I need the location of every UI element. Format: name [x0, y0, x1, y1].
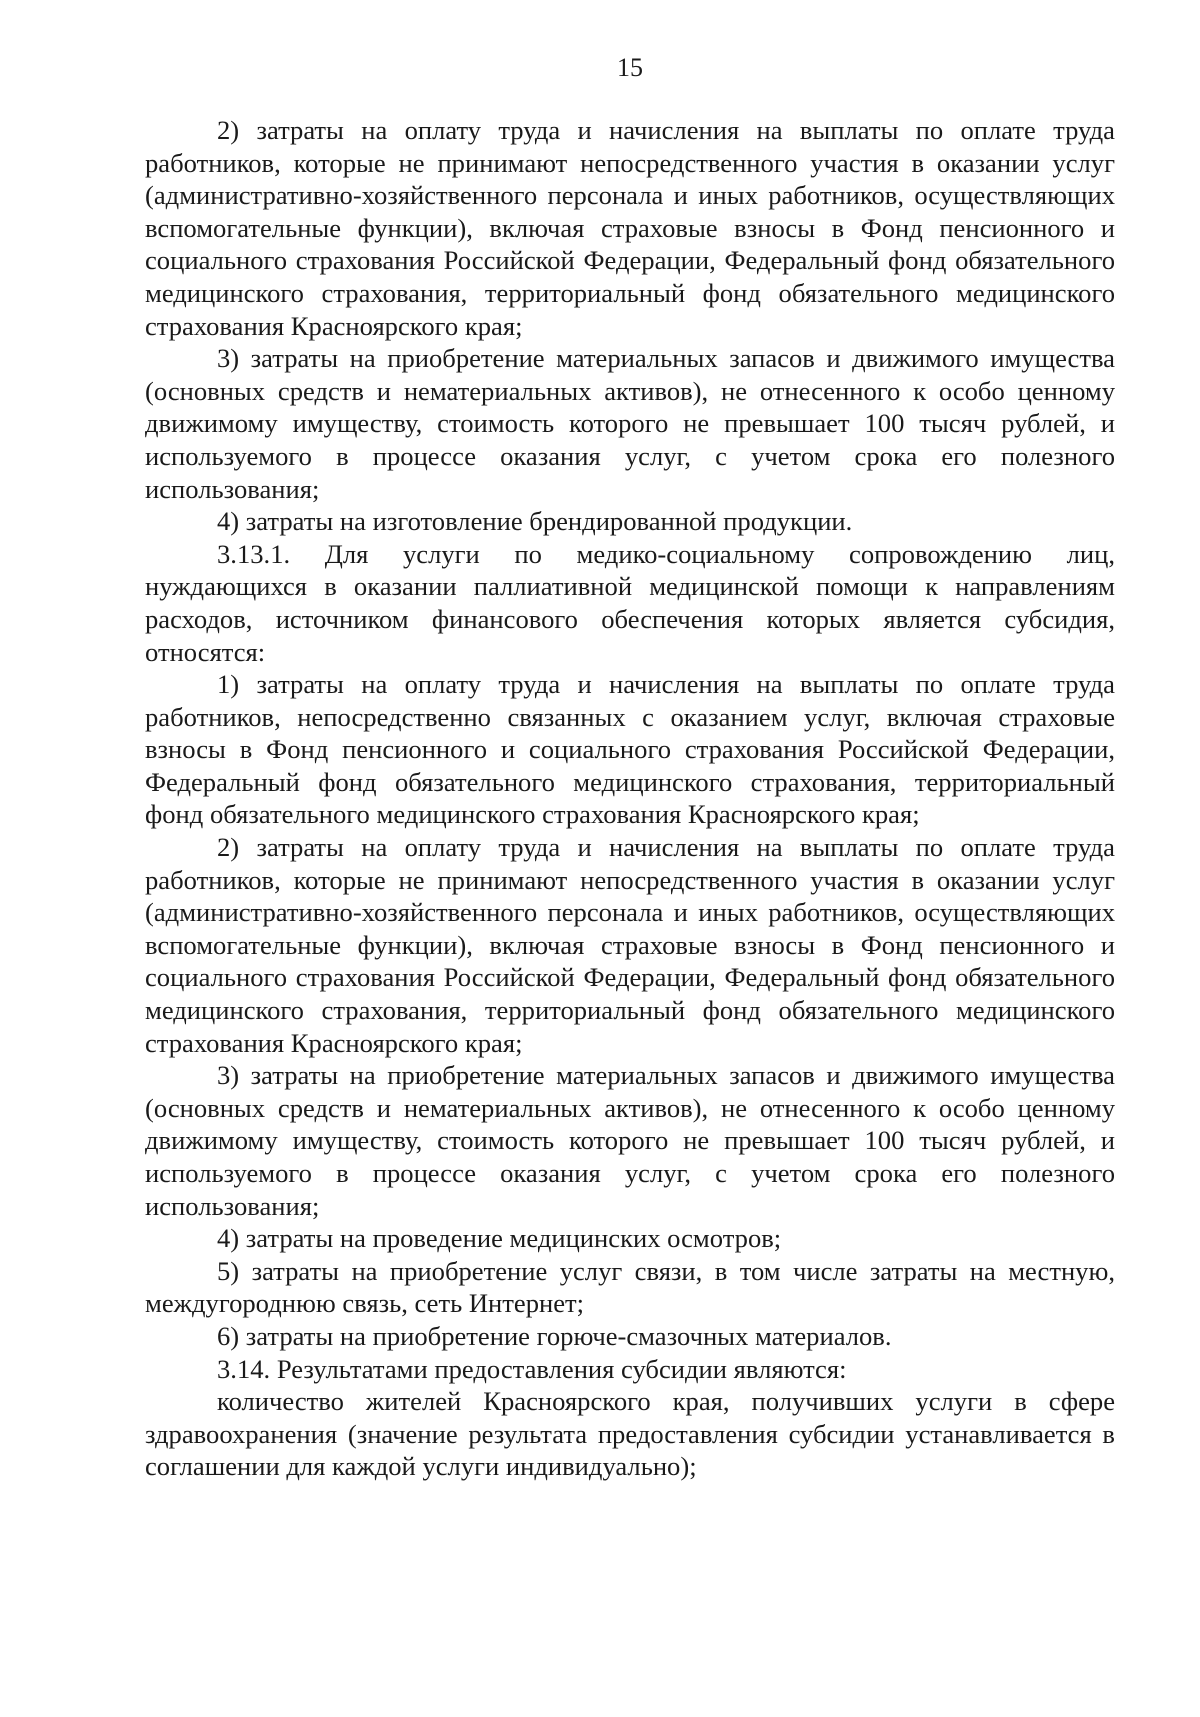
paragraph-5: 1) затраты на оплату труда и начисления на выплаты по оплате труда работников, непосредственно связанных с оказанием услуг, включая страховые взносы в Фонд пенсионного и социального страхования Российской Федерации, Федеральный фонд обязательного медицинского страхования, территориальный фонд обязательного медицинского страхования Красноярского края; [145, 669, 1115, 830]
document-body [145, 114, 1115, 1483]
paragraph-1: 2) затраты на оплату труда и начисления на выплаты по оплате труда работников, которые не принимают непосредственного участия в оказании услуг (административно-хозяйственного персонала и иных работников, осуществляющих вспомогательные функции), включая страховые взносы в Фонд пенсионного и социального страхования Российской Федерации, Федеральный фонд обязательного медицинского страхования, территориальный фонд обязательного медицинского страхования Красноярского края; [145, 115, 1115, 341]
paragraph-7: 3) затраты на приобретение материальных запасов и движимого имущества (основных средств и нематериальных активов), не отнесенного к особо ценному движимому имуществу, стоимость которого не превышает 100 тысяч рублей, и используемого в процессе оказания услуг, с учетом срока его полезного использования; [145, 1060, 1115, 1221]
paragraph-9: 5) затраты на приобретение услуг связи, в том числе затраты на местную, междугороднюю связь, сеть Интернет; [145, 1255, 1115, 1319]
paragraph-2: 3) затраты на приобретение материальных запасов и движимого имущества (основных средств и нематериальных активов), не отнесенного к особо ценному движимому имуществу, стоимость которого не превышает 100 тысяч рублей, и используемого в процессе оказания услуг, с учетом срока его полезного использования; [145, 343, 1115, 504]
page-number: 15 [617, 53, 643, 82]
paragraph-4: 3.13.1. Для услуги по медико-социальному сопровождению лиц, нуждающихся в оказании паллиативной медицинской помощи к направлениям расходов, источником финансового обеспечения которых является субсидия, относятся: [145, 538, 1115, 667]
paragraph-10: 6) затраты на приобретение горюче-смазочных материалов. [217, 1320, 892, 1351]
paragraph-6: 2) затраты на оплату труда и начисления на выплаты по оплате труда работников, которые не принимают непосредственного участия в оказании услуг (административно-хозяйственного персонала и иных работников, осуществляющих вспомогательные функции), включая страховые взносы в Фонд пенсионного и социального страхования Российской Федерации, Федеральный фонд обязательного медицинского страхования, территориальный фонд обязательного медицинского страхования Красноярского края; [145, 832, 1115, 1058]
paragraph-11: 3.14. Результатами предоставления субсидии являются: [217, 1353, 847, 1384]
paragraph-3: 4) затраты на изготовление брендированной продукции. [217, 506, 853, 537]
paragraph-12: количество жителей Красноярского края, получивших услуги в сфере здравоохранения (значение результата предоставления субсидии устанавливается в соглашении для каждой услуги индивидуально); [145, 1386, 1115, 1482]
paragraph-8: 4) затраты на проведение медицинских осмотров; [217, 1223, 782, 1254]
